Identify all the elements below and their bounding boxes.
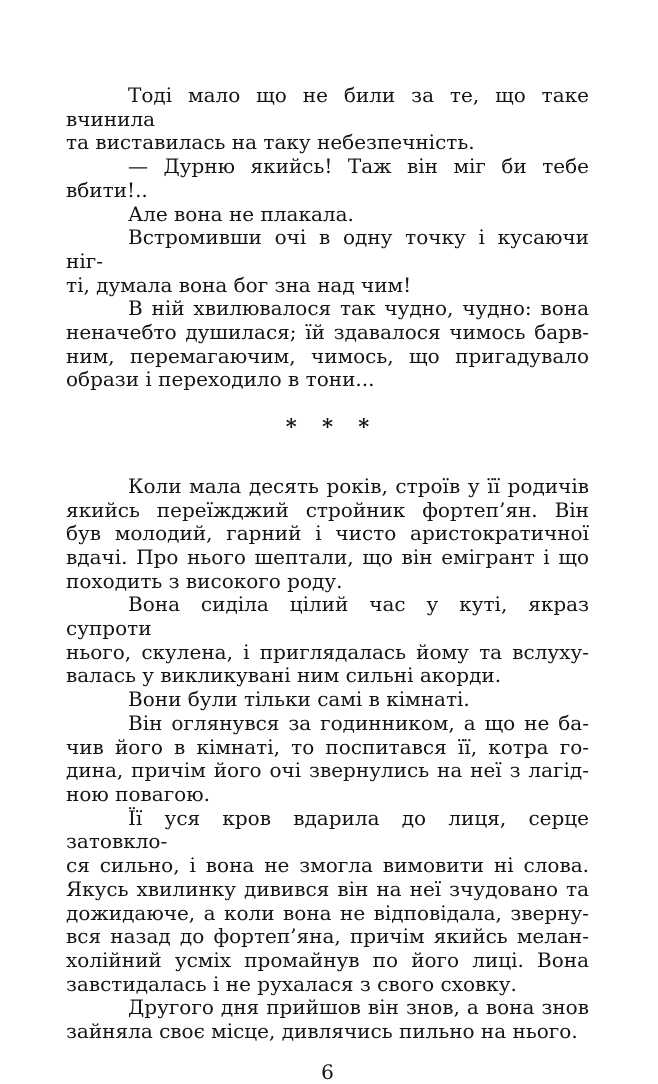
- text-line: ним, перемагаючим, чимось, що пригадувало: [66, 343, 589, 368]
- paragraph: [66, 593, 589, 688]
- text-line: Коли мала десять років, строїв у її родичів: [128, 473, 589, 498]
- text-line: та виставилась на таку небезпечність.: [66, 130, 475, 155]
- text-line: Вона сиділа цілий час у куті, якраз супроти: [66, 592, 589, 641]
- paragraph: [66, 84, 589, 155]
- text-line: В ній хвилювалося так чудно, чудно: вона: [128, 296, 589, 321]
- section-separator: * * *: [285, 414, 379, 440]
- text-line: ною повагою.: [66, 781, 210, 806]
- text-line: Її уся кров вдарила до лиця, серце затовкло-: [66, 805, 589, 854]
- paragraph: [66, 203, 589, 227]
- section-2: [66, 475, 589, 1044]
- text-line: походить з високого роду.: [66, 568, 343, 593]
- paragraph: [66, 688, 589, 712]
- text-line: ся сильно, і вона не змогла вимовити ні слова.: [66, 853, 589, 878]
- text-line: нього, скулена, і приглядалась йому та вслуху-: [66, 639, 589, 664]
- text-line: завстидалась і не рухалася з свого сховку.: [66, 971, 517, 996]
- paragraph: [66, 712, 589, 807]
- text-line: Але вона не плакала.: [128, 201, 354, 226]
- text-line: дина, причім його очі звернулись на неї з лагід-: [66, 758, 589, 783]
- text-line: валась у викликувані ним сильні акорди.: [66, 663, 502, 688]
- text-line: холійний усміх промайнув по його лиці. Вона: [66, 947, 589, 972]
- text-line: неначебто душилася; їй здавалося чимось барв-: [66, 320, 589, 345]
- page-number: 6: [321, 1059, 334, 1084]
- text-line: Якусь хвилинку дивився він на неї зчудовано та: [66, 876, 589, 901]
- text-line: дожидаюче, а коли вона не відповідала, зверну-: [66, 900, 589, 925]
- text-line: якийсь переїжджий стройник фортеп’ян. Він: [66, 497, 589, 522]
- text-line: чив його в кімнаті, то поспитався її, котра го-: [66, 734, 589, 759]
- paragraph: [66, 807, 589, 997]
- text-line: Тоді мало що не били за те, що таке вчинила: [66, 83, 589, 131]
- text-line: Вони були тільки самі в кімнаті.: [128, 687, 470, 712]
- paragraph: [66, 155, 589, 202]
- text-line: ті, думала вона бог зна над чим!: [66, 272, 412, 297]
- text-line: зайняла своє місце, дивлячись пильно на нього.: [66, 1019, 578, 1044]
- paragraph: [66, 996, 589, 1043]
- text-line: вся назад до фортеп’яна, причім якийсь мелан-: [66, 924, 589, 949]
- text-line: Другого дня прийшов він знов, а вона знов: [128, 995, 589, 1020]
- text-line: — Дурню якийсь! Таж він міг би тебе вбити!..: [66, 154, 589, 202]
- text-line: був молодий, гарний і чисто аристократичної: [66, 521, 589, 546]
- text-line: образи і переходило в тони...: [66, 367, 375, 392]
- text-line: Він оглянувся за годинником, а що не ба-: [128, 710, 589, 735]
- text-line: вдачі. Про нього шептали, що він емігрант і що: [66, 544, 589, 569]
- section-1: [66, 84, 589, 392]
- paragraph: [66, 297, 589, 392]
- paragraph: [66, 475, 589, 594]
- text-line: Встромивши очі в одну точку і кусаючи ніг-: [66, 225, 589, 273]
- paragraph: [66, 226, 589, 297]
